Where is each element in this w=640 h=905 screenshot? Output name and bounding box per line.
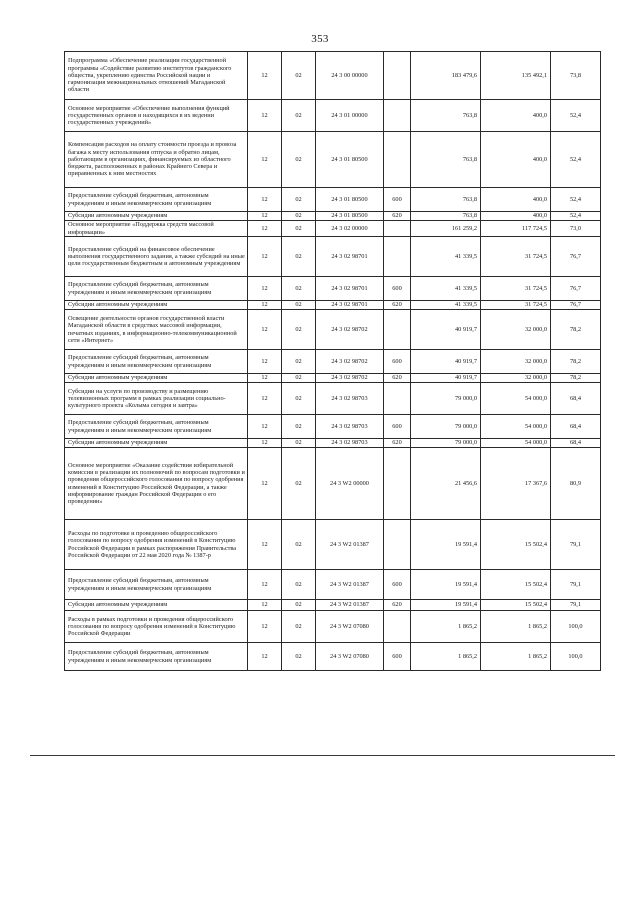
cell-planned: 41 339,5 [411,301,481,310]
cell-target-article: 24 3 02 98703 [316,415,384,439]
cell-name: Субсидии автономным учреждениям [65,212,248,221]
cell-planned: 19 591,4 [411,570,481,600]
cell-planned: 41 339,5 [411,277,481,301]
cell-target-article: 24 3 01 80500 [316,188,384,212]
cell-section: 12 [248,221,282,237]
cell-percent: 52,4 [551,212,601,221]
cell-subsection: 02 [282,301,316,310]
cell-executed: 400,0 [481,132,551,188]
table-row [65,301,601,310]
cell-subsection: 02 [282,237,316,277]
cell-percent: 100,0 [551,643,601,671]
cell-subsection: 02 [282,188,316,212]
cell-section: 12 [248,350,282,374]
cell-expense-type [384,52,411,100]
cell-expense-type [384,383,411,415]
cell-target-article: 24 3 W2 07080 [316,643,384,671]
cell-executed: 54 000,0 [481,439,551,448]
cell-percent: 100,0 [551,611,601,643]
cell-section: 12 [248,439,282,448]
cell-name: Освещение деятельности органов государственной власти Магаданской области в средствах массовой информации, печатных изданиях, в информационно-телекоммуникационной сети «Интернет» [65,310,248,350]
cell-name: Субсидии автономным учреждениям [65,600,248,611]
table-row [65,383,601,415]
table-row [65,188,601,212]
cell-section: 12 [248,310,282,350]
table-row [65,643,601,671]
cell-subsection: 02 [282,520,316,570]
cell-subsection: 02 [282,277,316,301]
cell-target-article: 24 3 02 98701 [316,237,384,277]
cell-planned: 79 000,0 [411,439,481,448]
cell-section: 12 [248,374,282,383]
cell-expense-type: 620 [384,212,411,221]
cell-subsection: 02 [282,221,316,237]
cell-percent: 52,4 [551,132,601,188]
cell-subsection: 02 [282,374,316,383]
cell-section: 12 [248,132,282,188]
cell-executed: 400,0 [481,188,551,212]
cell-target-article: 24 3 02 98702 [316,374,384,383]
cell-planned: 40 919,7 [411,374,481,383]
cell-target-article: 24 3 01 00000 [316,100,384,132]
table-row [65,611,601,643]
cell-name: Предоставление субсидий бюджетным, автономным учреждениям и иным некоммерческим организациям [65,350,248,374]
cell-planned: 763,8 [411,100,481,132]
cell-subsection: 02 [282,310,316,350]
cell-executed: 15 502,4 [481,520,551,570]
table-row [65,439,601,448]
cell-target-article: 24 3 02 98701 [316,301,384,310]
cell-target-article: 24 3 01 80500 [316,212,384,221]
cell-target-article: 24 3 02 98702 [316,310,384,350]
cell-expense-type: 600 [384,570,411,600]
cell-target-article: 24 3 01 80500 [316,132,384,188]
cell-planned: 1 865,2 [411,611,481,643]
cell-executed: 400,0 [481,212,551,221]
cell-expense-type: 620 [384,439,411,448]
cell-target-article: 24 3 W2 01387 [316,520,384,570]
cell-name: Предоставление субсидий бюджетным, автономным учреждениям и иным некоммерческим организациям [65,415,248,439]
cell-name: Расходы в рамках подготовки и проведения общероссийского голосования по вопросу одобрения изменений в Конституцию Российской Федерации [65,611,248,643]
cell-planned: 763,8 [411,132,481,188]
cell-planned: 41 339,5 [411,237,481,277]
cell-subsection: 02 [282,212,316,221]
table-row [65,415,601,439]
cell-percent: 73,8 [551,52,601,100]
cell-planned: 21 456,6 [411,448,481,520]
cell-subsection: 02 [282,570,316,600]
cell-subsection: 02 [282,383,316,415]
cell-expense-type: 600 [384,643,411,671]
cell-executed: 117 724,5 [481,221,551,237]
cell-subsection: 02 [282,100,316,132]
cell-target-article: 24 3 02 98701 [316,277,384,301]
cell-subsection: 02 [282,643,316,671]
cell-executed: 32 000,0 [481,350,551,374]
cell-expense-type [384,221,411,237]
budget-execution-table [64,51,601,671]
cell-executed: 31 724,5 [481,301,551,310]
cell-planned: 40 919,7 [411,350,481,374]
cell-percent: 78,2 [551,310,601,350]
cell-executed: 32 000,0 [481,310,551,350]
table-row [65,52,601,100]
cell-expense-type: 620 [384,301,411,310]
cell-percent: 76,7 [551,237,601,277]
cell-target-article: 24 3 W2 07080 [316,611,384,643]
cell-percent: 68,4 [551,383,601,415]
cell-section: 12 [248,415,282,439]
cell-percent: 52,4 [551,188,601,212]
cell-target-article: 24 3 02 00000 [316,221,384,237]
cell-percent: 80,9 [551,448,601,520]
cell-section: 12 [248,448,282,520]
cell-expense-type: 600 [384,350,411,374]
cell-percent: 68,4 [551,415,601,439]
cell-executed: 1 865,2 [481,643,551,671]
cell-section: 12 [248,237,282,277]
cell-subsection: 02 [282,52,316,100]
cell-planned: 161 259,2 [411,221,481,237]
table-row [65,570,601,600]
cell-target-article: 24 3 00 00000 [316,52,384,100]
cell-percent: 79,1 [551,600,601,611]
cell-percent: 52,4 [551,100,601,132]
cell-subsection: 02 [282,448,316,520]
cell-executed: 15 502,4 [481,570,551,600]
cell-executed: 15 502,4 [481,600,551,611]
cell-name: Предоставление субсидий бюджетным, автономным учреждениям и иным некоммерческим организациям [65,277,248,301]
cell-target-article: 24 3 W2 01387 [316,600,384,611]
cell-name: Предоставление субсидий бюджетным, автономным учреждениям и иным некоммерческим организациям [65,188,248,212]
cell-section: 12 [248,600,282,611]
cell-expense-type: 600 [384,415,411,439]
cell-name: Основное мероприятие «Обеспечение выполнения функций государственных органов и находящихся в их ведении государственных учреждений» [65,100,248,132]
cell-name: Предоставление субсидий бюджетным, автономным учреждениям и иным некоммерческим организациям [65,570,248,600]
cell-expense-type [384,520,411,570]
cell-name: Предоставление субсидий на финансовое обеспечение выполнения государственного задания, а также субсидий на иные цели государственным бюджетным и автономным учреждениям [65,237,248,277]
cell-percent: 79,1 [551,570,601,600]
table-row [65,132,601,188]
cell-executed: 31 724,5 [481,237,551,277]
cell-percent: 78,2 [551,350,601,374]
cell-percent: 79,1 [551,520,601,570]
table-row [65,237,601,277]
cell-section: 12 [248,212,282,221]
cell-expense-type [384,310,411,350]
cell-expense-type [384,448,411,520]
cell-planned: 19 591,4 [411,520,481,570]
cell-executed: 17 367,6 [481,448,551,520]
cell-target-article: 24 3 W2 00000 [316,448,384,520]
cell-executed: 400,0 [481,100,551,132]
cell-section: 12 [248,383,282,415]
table-row [65,520,601,570]
cell-expense-type: 600 [384,188,411,212]
table-row [65,374,601,383]
cell-name: Предоставление субсидий бюджетным, автономным учреждениям и иным некоммерческим организациям [65,643,248,671]
cell-executed: 54 000,0 [481,415,551,439]
cell-section: 12 [248,301,282,310]
cell-target-article: 24 3 02 98703 [316,383,384,415]
cell-subsection: 02 [282,600,316,611]
cell-section: 12 [248,611,282,643]
cell-section: 12 [248,188,282,212]
cell-section: 12 [248,52,282,100]
cell-subsection: 02 [282,132,316,188]
cell-planned: 19 591,4 [411,600,481,611]
footer-rule [30,755,615,756]
cell-planned: 763,8 [411,188,481,212]
cell-executed: 135 492,1 [481,52,551,100]
cell-percent: 73,0 [551,221,601,237]
cell-percent: 68,4 [551,439,601,448]
cell-expense-type: 620 [384,600,411,611]
cell-name: Основное мероприятие «Поддержка средств массовой информации» [65,221,248,237]
cell-executed: 32 000,0 [481,374,551,383]
cell-name: Субсидии автономным учреждениям [65,301,248,310]
cell-subsection: 02 [282,350,316,374]
cell-executed: 31 724,5 [481,277,551,301]
cell-section: 12 [248,570,282,600]
cell-target-article: 24 3 W2 01387 [316,570,384,600]
cell-subsection: 02 [282,439,316,448]
cell-expense-type [384,237,411,277]
cell-name: Подпрограмма «Обеспечение реализации государственной программы «Содействие развитию институтов гражданского общества, укреплению единства Российской нации и гармонизация межнациональных отношений Магаданской области [65,52,248,100]
cell-subsection: 02 [282,415,316,439]
cell-percent: 76,7 [551,277,601,301]
cell-section: 12 [248,277,282,301]
table-row [65,350,601,374]
cell-target-article: 24 3 02 98703 [316,439,384,448]
cell-planned: 79 000,0 [411,415,481,439]
cell-name: Основное мероприятие «Оказание содействия избирательной комиссии в реализации их полномочий по вопросам подготовки и проведения общероссийского голосования по вопросу одобрения изменений в Конституцию Российской Федерации, а также информирование граждан Российской Федерации о его проведении» [65,448,248,520]
table-row [65,100,601,132]
cell-section: 12 [248,520,282,570]
cell-planned: 183 479,6 [411,52,481,100]
cell-section: 12 [248,100,282,132]
cell-expense-type [384,132,411,188]
cell-name: Расходы по подготовке и проведению общероссийского голосования по вопросу одобрения изменений в Конституцию Российской Федерации в рамках распоряжения Правительства Российской Федерации от 22 мая 2020 года № 1387-р [65,520,248,570]
table-row [65,221,601,237]
cell-section: 12 [248,643,282,671]
cell-planned: 79 000,0 [411,383,481,415]
cell-name: Субсидии на услуги по производству и размещению телевизионных программ в рамках реализации социально-культурного проекта «Колыма сегодня и завтра» [65,383,248,415]
table-row [65,448,601,520]
cell-expense-type: 620 [384,374,411,383]
table-row [65,600,601,611]
cell-target-article: 24 3 02 98702 [316,350,384,374]
cell-percent: 76,7 [551,301,601,310]
page-number: 353 [311,33,329,45]
cell-planned: 763,8 [411,212,481,221]
table-row [65,212,601,221]
cell-name: Субсидии автономным учреждениям [65,374,248,383]
table-row [65,310,601,350]
cell-name: Компенсация расходов на оплату стоимости проезда и провоза багажа к месту использования отпуска и обратно лицам, работающим в организациях, финансируемых из областного бюджета, расположенных в районах Крайнего Севера и приравненных к ним местностях [65,132,248,188]
cell-executed: 1 865,2 [481,611,551,643]
table-row [65,277,601,301]
cell-executed: 54 000,0 [481,383,551,415]
cell-expense-type [384,611,411,643]
cell-expense-type [384,100,411,132]
cell-expense-type: 600 [384,277,411,301]
cell-percent: 78,2 [551,374,601,383]
cell-name: Субсидии автономным учреждениям [65,439,248,448]
cell-planned: 40 919,7 [411,310,481,350]
table-body [65,52,601,671]
cell-subsection: 02 [282,611,316,643]
cell-planned: 1 865,2 [411,643,481,671]
